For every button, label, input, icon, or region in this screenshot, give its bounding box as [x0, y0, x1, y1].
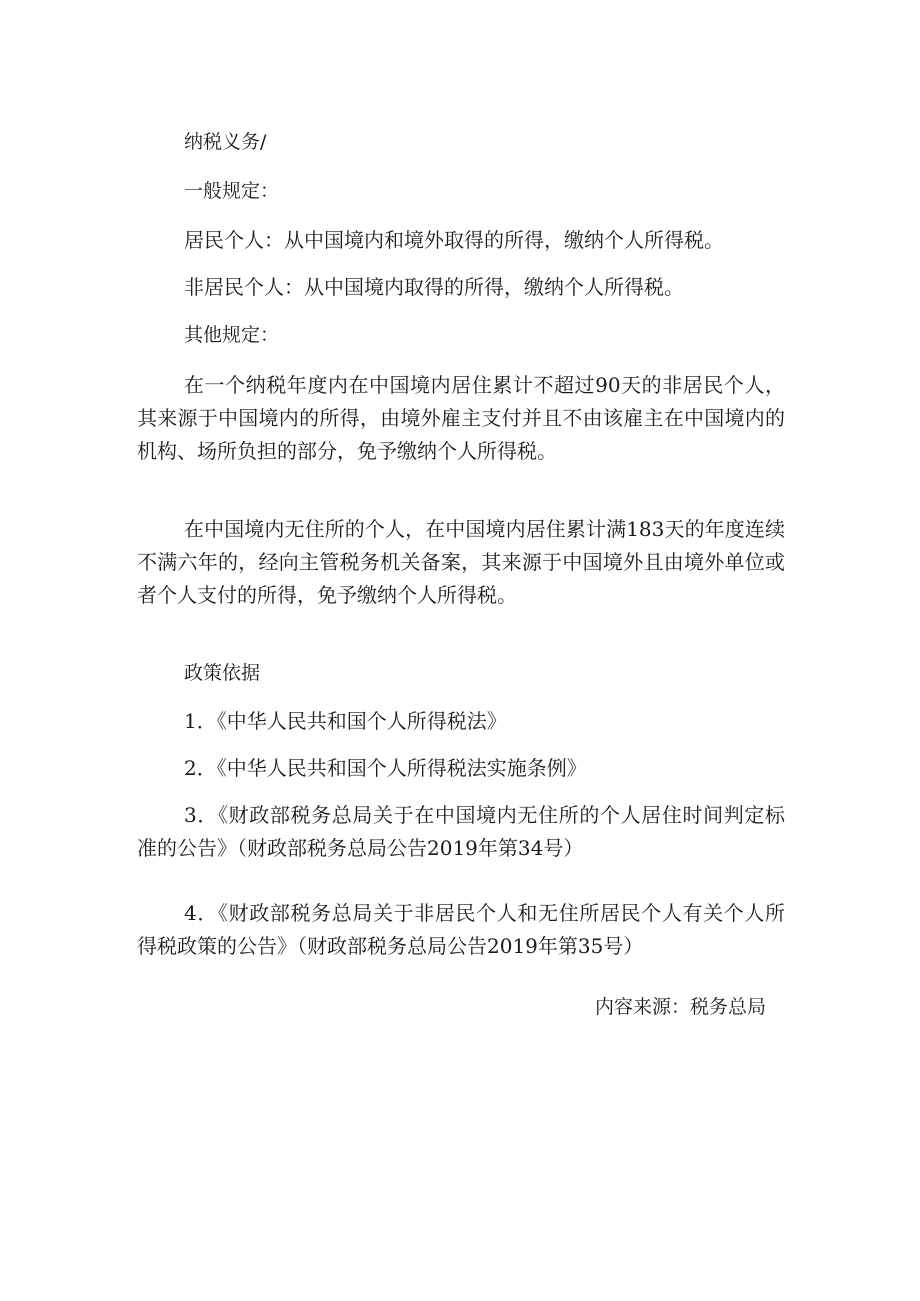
- heading-other-rules: 其他规定：: [184, 324, 280, 346]
- rule-resident: 居民个人：从中国境内和境外取得的所得，缴纳个人所得税。: [184, 228, 724, 252]
- heading-policy-basis: 政策依据: [184, 662, 261, 684]
- policy-item-3: 3．《财政部税务总局关于在中国境内无住所的个人居住时间判定标准的公告》（财政部税务总局公告2019年第34号）: [137, 803, 785, 860]
- policy-item-2: 2．《中华人民共和国个人所得税法实施条例》: [184, 756, 587, 780]
- content-source: 内容来源：税务总局: [594, 996, 766, 1018]
- heading-tax-obligation: 纳税义务/: [184, 131, 267, 153]
- policy-item-4: 4．《财政部税务总局关于非居民个人和无住所居民个人有关个人所得税政策的公告》（财政部税务总局公告2019年第35号）: [137, 901, 785, 958]
- heading-general-rules: 一般规定：: [184, 180, 280, 202]
- rule-nonresident: 非居民个人：从中国境内取得的所得，缴纳个人所得税。: [184, 275, 684, 299]
- policy-item-1: 1．《中华人民共和国个人所得税法》: [184, 709, 507, 733]
- other-rule-paragraph-2: 在中国境内无住所的个人，在中国境内居住累计满183天的年度连续不满六年的，经向主管税务机关备案，其来源于中国境外且由境外单位或者个人支付的所得，免予缴纳个人所得税。: [137, 517, 785, 607]
- other-rule-paragraph-1: 在一个纳税年度内在中国境内居住累计不超过90天的非居民个人，其来源于中国境内的所得，由境外雇主支付并且不由该雇主在中国境内的机构、场所负担的部分，免予缴纳个人所得税。: [137, 373, 785, 463]
